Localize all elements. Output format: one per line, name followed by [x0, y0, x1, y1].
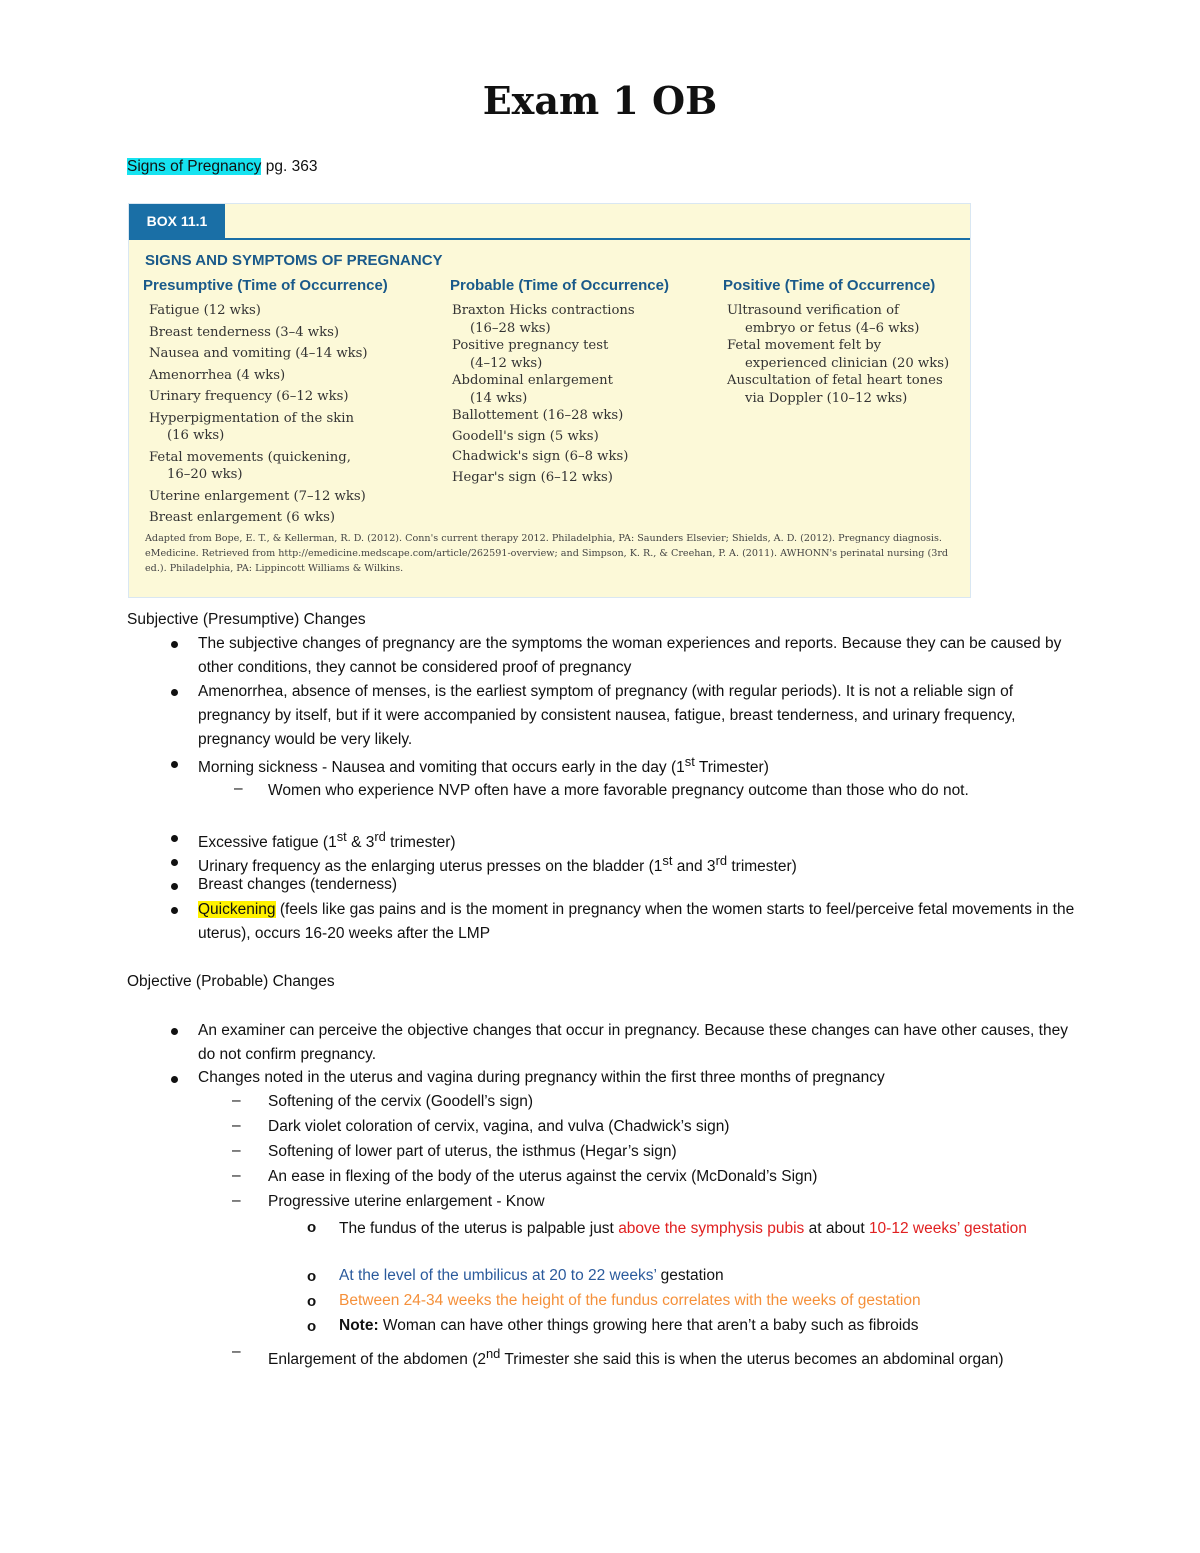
red-text: above the symphysis pubis: [618, 1220, 805, 1237]
objective-o-2: [339, 1266, 724, 1286]
superscript: nd: [486, 1346, 501, 1361]
text-part: Woman can have other things growing here that aren’t a baby such as fibroids: [378, 1317, 919, 1334]
bullet-icon: [171, 689, 178, 696]
list-item-cont: (16–28 wks): [470, 320, 551, 336]
objective-dash-1: Softening of the cervix (Goodell’s sign): [268, 1093, 534, 1110]
list-item-cont: experienced clinician (20 wks): [745, 355, 950, 371]
objective-o-4: [339, 1316, 919, 1336]
blue-text: At the level of the umbilicus at 20 to 22 weeks’: [339, 1267, 657, 1284]
circle-bullet-icon: o: [307, 1293, 317, 1310]
list-item: Chadwick's sign (6–8 wks): [452, 449, 629, 464]
list-item: Positive pregnancy test: [452, 338, 609, 353]
bullet-icon: [171, 641, 178, 648]
box-footnote: Adapted from Bope, E. T., & Kellerman, R. D. (2012). Conn's current therapy 2012. Philadelphia, PA: Saunders Elsevier; Shields, A. D. (2012). Pregnancy diagnosis. eMedicine. Retrieved from http://emedicine.medscape.com/article/262591-overview; and Simpson, K. R., & Creehan, P. A. (2011). AWHONN's perinatal nursing (3rd ed.). Philadelphia, PA: Lippincott Williams & Wilkins.: [145, 533, 949, 574]
column-header-probable: Probable (Time of Occurrence): [450, 277, 669, 294]
list-item-cont: via Doppler (10–12 wks): [745, 390, 908, 406]
presumptive-list: [149, 302, 368, 527]
superscript: rd: [374, 829, 386, 844]
text-part: Trimester she said this is when the uterus becomes an abdominal organ): [500, 1351, 1004, 1369]
bullet-icon: [171, 1076, 178, 1083]
subjective-sub-bullet: Women who experience NVP often have a more favorable pregnancy outcome than those who do not.: [268, 782, 969, 799]
list-item-cont: (16 wks): [167, 428, 225, 443]
subjective-bullet-6: Breast changes (tenderness): [198, 876, 398, 893]
bullet-icon: [171, 761, 178, 768]
text-part: The fundus of the uterus is palpable just: [339, 1220, 619, 1237]
objective-dash-3: Softening of lower part of uterus, the isthmus (Hegar’s sign): [268, 1143, 677, 1160]
list-item-cont: (14 wks): [470, 390, 528, 406]
text-part: and 3: [672, 858, 716, 876]
column-header-positive: Positive (Time of Occurrence): [723, 277, 936, 294]
list-item: Urinary frequency (6–12 wks): [149, 389, 349, 404]
list-item: Braxton Hicks contractions: [452, 303, 635, 318]
subjective-bullet-7: [198, 898, 1078, 946]
column-header-presumptive: Presumptive (Time of Occurrence): [143, 277, 388, 294]
dash-marker: –: [232, 1343, 241, 1360]
signs-heading: [127, 157, 317, 177]
note-label: Note:: [339, 1317, 379, 1334]
list-item: Uterine enlargement (7–12 wks): [149, 488, 366, 504]
list-item: Fetal movement felt by: [727, 338, 882, 353]
superscript: st: [662, 853, 673, 868]
objective-o-3: Between 24-34 weeks the height of the fundus correlates with the weeks of gestation: [339, 1292, 921, 1309]
bullet-icon: [171, 835, 178, 842]
superscript: st: [336, 829, 347, 844]
superscript: rd: [715, 853, 728, 868]
text-part: trimester): [727, 858, 797, 876]
list-item: Ultrasound verification of: [727, 303, 899, 318]
list-item: Fatigue (12 wks): [149, 303, 261, 318]
subjective-bullet-4: [198, 827, 456, 853]
text-part: at about: [804, 1220, 869, 1237]
list-item-cont: embryo or fetus (4–6 wks): [745, 320, 920, 336]
list-item: Hegar's sign (6–12 wks): [452, 469, 613, 485]
signs-heading-page: pg. 363: [261, 158, 318, 175]
list-item: Amenorrhea (4 wks): [149, 367, 286, 383]
bullet-icon: [171, 907, 178, 914]
objective-heading: Objective (Probable) Changes: [127, 973, 335, 990]
objective-dash-2: Dark violet coloration of cervix, vagina, and vulva (Chadwick’s sign): [268, 1118, 730, 1135]
list-item-cont: 16–20 wks): [167, 467, 243, 482]
objective-bullet-1: An examiner can perceive the objective changes that occur in pregnancy. Because these changes can have other causes, they do not confirm pregnancy.: [198, 1022, 1068, 1063]
dash-marker: –: [232, 1192, 241, 1209]
circle-bullet-icon: o: [307, 1219, 317, 1236]
box-divider: [129, 238, 970, 240]
box-tab-label: BOX 11.1: [129, 204, 225, 238]
positive-list: [727, 302, 949, 407]
objective-o-1: [339, 1217, 1069, 1241]
list-item: Ballottement (16–28 wks): [452, 408, 624, 423]
list-item: Abdominal enlargement: [452, 373, 613, 388]
dash-marker: –: [232, 1117, 241, 1134]
list-item: Breast enlargement (6 wks): [149, 510, 336, 525]
text-part: Urinary frequency as the enlarging uterus presses on the bladder (1: [198, 858, 663, 876]
bullet-icon: [171, 1028, 178, 1035]
dash-marker: –: [234, 780, 243, 797]
subjective-bullet-3: [198, 752, 769, 778]
text-part: Excessive fatigue (1: [198, 834, 337, 852]
text-part: Morning sickness - Nausea and vomiting that occurs early in the day (1: [198, 759, 685, 777]
probable-list: [452, 302, 635, 486]
text-part: gestation: [656, 1267, 724, 1284]
subjective-bullet-5: [198, 851, 797, 877]
subjective-bullet-2: Amenorrhea, absence of menses, is the earliest symptom of pregnancy (with regular periods). It is not a reliable sign of pregnancy by itself, but if it were accompanied by consistent nausea, fatigue, breast tenderness, and urinary frequency, pregnancy would be very likely.: [198, 683, 1016, 748]
circle-bullet-icon: o: [307, 1318, 317, 1335]
quickening-highlight: Quickening: [198, 901, 276, 918]
subjective-heading: Subjective (Presumptive) Changes: [127, 611, 366, 628]
bullet-icon: [171, 859, 178, 866]
objective-bullet-2: Changes noted in the uterus and vagina during pregnancy within the first three months of pregnancy: [198, 1069, 885, 1086]
text-part: trimester): [385, 834, 456, 852]
red-text: 10-12 weeks’ gestation: [868, 1220, 1027, 1237]
signs-heading-highlight: Signs of Pregnancy: [127, 158, 262, 175]
dash-marker: –: [232, 1167, 241, 1184]
dash-marker: –: [232, 1142, 241, 1159]
list-item: Breast tenderness (3–4 wks): [149, 324, 339, 340]
list-item-cont: (4–12 wks): [470, 355, 543, 371]
bullet-icon: [171, 883, 178, 890]
text-part: Trimester): [694, 759, 769, 777]
signs-symptoms-box: [128, 203, 971, 598]
list-item: Hyperpigmentation of the skin: [149, 410, 354, 426]
text-part: (feels like gas pains and is the moment in pregnancy when the women starts to feel/perceive fetal movements in the uterus), occurs 16-20 weeks after the LMP: [198, 901, 1075, 942]
list-item: Auscultation of fetal heart tones: [727, 373, 943, 388]
list-item: Goodell's sign (5 wks): [452, 428, 599, 444]
page-title: Exam 1 OB: [482, 78, 718, 123]
objective-dash-6: [268, 1342, 1068, 1372]
objective-dash-4: An ease in flexing of the body of the uterus against the cervix (McDonald’s Sign): [268, 1168, 818, 1185]
list-item: Fetal movements (quickening,: [149, 449, 351, 465]
box-heading: SIGNS AND SYMPTOMS OF PREGNANCY: [145, 252, 443, 269]
superscript: st: [684, 754, 695, 769]
list-item: Nausea and vomiting (4–14 wks): [149, 346, 368, 361]
objective-dash-5: Progressive uterine enlargement - Know: [268, 1193, 545, 1210]
subjective-bullet-1: The subjective changes of pregnancy are the symptoms the woman experiences and reports. Because they can be caused by other conditions, they cannot be considered proof of pregnancy: [198, 635, 1062, 676]
circle-bullet-icon: o: [307, 1268, 317, 1285]
text-part: Enlargement of the abdomen (2: [268, 1351, 486, 1369]
text-part: & 3: [346, 834, 375, 852]
dash-marker: –: [232, 1092, 241, 1109]
